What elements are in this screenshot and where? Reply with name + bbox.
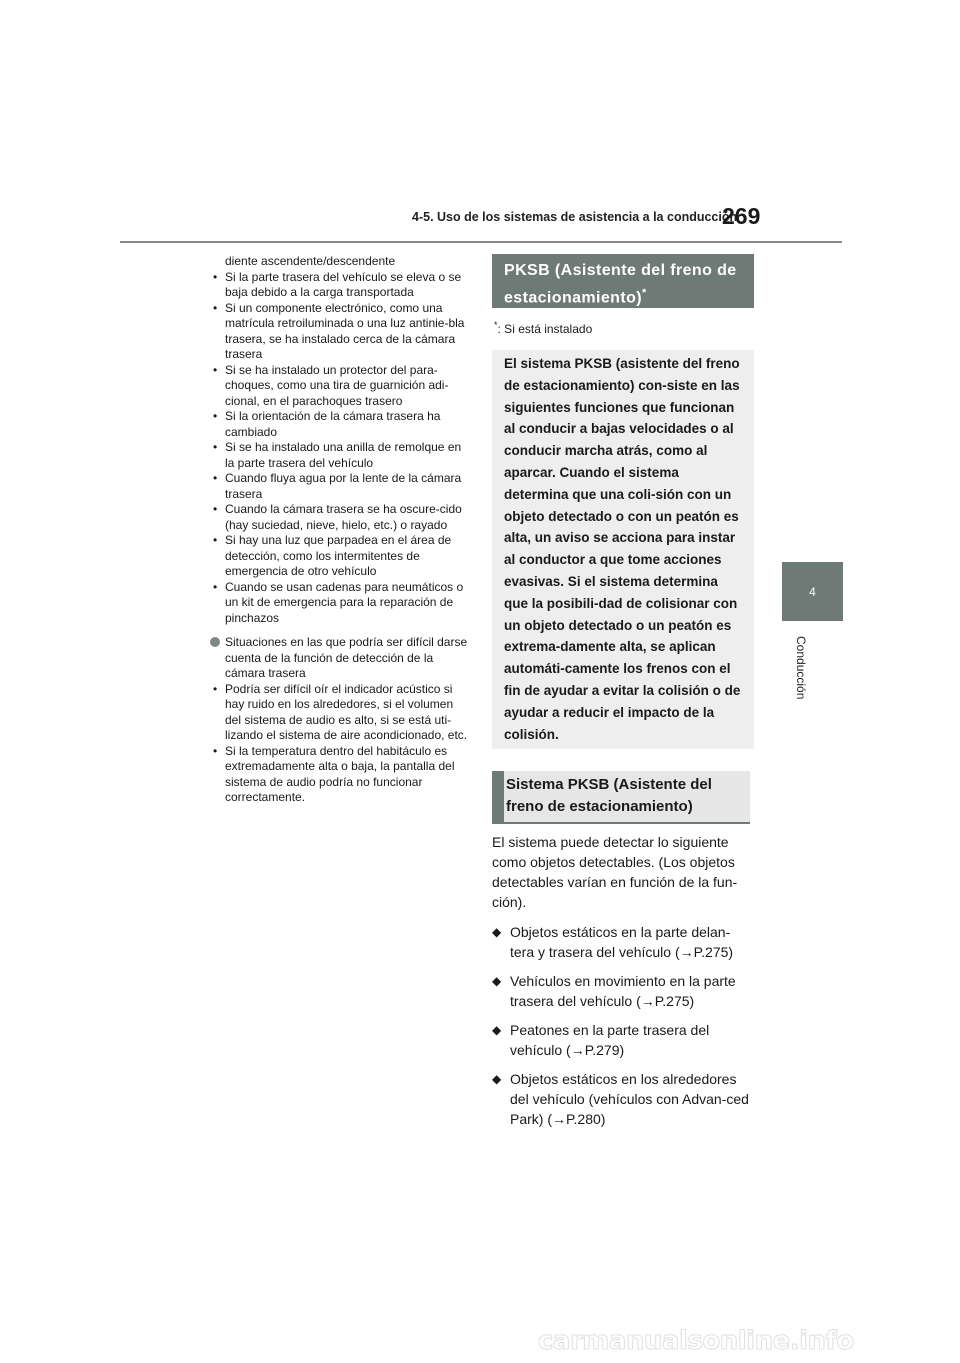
summary-box: El sistema PKSB (asistente del freno de estacionamiento) con-siste en las siguientes funciones que funcionan al conducir a bajas velocidades o al conducir marcha atrás, como al aparcar. Cuando el sistema determina que una coli-sión con un objeto detectado o con un peatón es alta, un aviso se acciona para instar al conductor a que tome acciones evasivas. Si el sistema determina que la posibili-dad de colisionar con un objeto detectado o un peatón es extrema-damente alta, se aplican automáti-camente los frenos con el fin de ayudar a evitar la colisión o de ayudar a reducir el impacto de la colisión. [492,350,754,749]
bullet-item-text: Si la parte trasera del vehículo se eleva o se baja debido a la carga transportada [225,269,462,299]
chapter-label: Conducción [794,636,808,700]
list-item [492,971,754,1011]
bullet-icon: • [213,471,218,485]
footnote-text: : Si está instalado [497,322,593,336]
left-column [210,254,470,806]
bullet-item-text: Cuando fluya agua por la lente de la cámara trasera [225,471,462,501]
right-column [492,254,754,1138]
watermark-graphic [538,1322,938,1358]
section-heading-pksb [492,254,754,308]
subsection-heading: Sistema PKSB (Asistente del freno de estacionamiento) [492,771,750,824]
heading-footnote-mark: * [642,287,647,299]
bullet-icon: • [213,502,218,516]
list-item [492,1020,754,1060]
bullet-list [210,270,470,627]
footnote-mark: * [494,320,498,330]
bullet-item [210,744,470,806]
bullet-item-text: Si se ha instalado una anilla de remolque en la parte trasera del vehículo [225,440,462,470]
list-item-text: Objetos estáticos en la parte delan-tera y trasera del vehículo (→P.275) [510,924,734,961]
bullet-item [210,363,470,410]
list-item [492,922,754,962]
watermark-logo [538,1322,938,1363]
chapter-tab [782,562,843,621]
svg-text:carmanualsonline.info: carmanualsonline.info [538,1326,854,1356]
section-heading-text: PKSB (Asistente del freno de estacionamiento) [504,262,737,307]
body-paragraph: El sistema puede detectar lo siguiente como objetos detectables. (Los objetos detectables varían en función de la fun-ción). [492,834,738,911]
chapter-number: 4 [809,584,816,599]
diamond-bullet-icon: ◆ [492,925,502,940]
bullet-item [210,580,470,627]
diamond-bullet-icon: ◆ [492,1072,502,1087]
bullet-item-text: Si la orientación de la cámara trasera ha cambiado [225,409,441,439]
header-rule [120,241,842,243]
list-item-text: Vehículos en movimiento en la parte trasera del vehículo (→P.275) [510,973,736,1010]
circle-item-text: Situaciones en las que podría ser difícil darse cuenta de la función de detección de la cámara trasera [225,635,468,680]
bullet-item-text: Cuando la cámara trasera se ha oscure-cido (hay suciedad, nieve, hielo, etc.) o rayado [225,502,462,532]
bullet-icon: • [213,743,218,758]
bullet-item [210,471,470,502]
bullet-item [210,301,470,363]
bullet-icon: • [213,409,218,423]
page-number: 269 [722,203,761,229]
bullet-icon: • [213,362,218,377]
list-item-text: Peatones en la parte trasera del vehículo (→P.279) [510,1022,710,1059]
diamond-bullet-icon: ◆ [492,1023,502,1038]
bullet-item-text: Si se ha instalado un protector del para-choques, como una tira de guarnición adi-cional, en el parachoques trasero [225,362,449,408]
circle-item [210,635,470,682]
header-section-title: 4-5. Uso de los sistemas de asistencia a la conducción [412,210,738,224]
bullet-icon: • [213,579,218,594]
bullet-item [210,409,470,440]
bullet-icon: • [213,681,218,696]
bullet-item-text: Si la temperatura dentro del habitáculo es extremadamente alta o baja, la pantalla del sistema de audio podría no funcionar correctamente. [225,743,455,804]
continued-text: diente ascendente/descendente [225,254,396,268]
footnote [494,320,754,336]
bullet-item-text: Cuando se usan cadenas para neumáticos o un kit de emergencia para la reparación de pinchazos [225,579,464,625]
bullet-item [210,533,470,580]
diamond-bullet-icon: ◆ [492,974,502,989]
bullet-item-text: Podría ser difícil oír el indicador acústico si hay ruido en los alrededores, si el volumen del sistema de audio es alto, si se está uti-lizando el sistema de aire acondicionado, etc. [225,681,468,742]
list-item-text: Objetos estáticos en los alrededores del vehículo (vehículos con Advan-ced Park) (→P.280) [510,1071,749,1128]
bullet-list-2 [210,682,470,806]
circle-bullet-icon [210,637,220,647]
bullet-item [210,682,470,744]
bullet-item [210,270,470,301]
bullet-icon: • [213,269,218,284]
bullet-item-text: Si un componente electrónico, como una matrícula retroiluminada o una luz antinie-bla trasera, se ha instalado cerca de la cámara trasera [225,300,465,361]
bullet-item-text: Si hay una luz que parpadea en el área de detección, como los intermitentes de emergencia de otro vehículo [225,533,452,578]
list-item [492,1069,754,1129]
bullet-icon: • [213,440,218,454]
bullet-item [210,502,470,533]
bullet-icon: • [213,300,218,315]
bullet-icon: • [213,533,218,547]
detectable-objects-list [492,922,754,1129]
bullet-item [210,440,470,471]
